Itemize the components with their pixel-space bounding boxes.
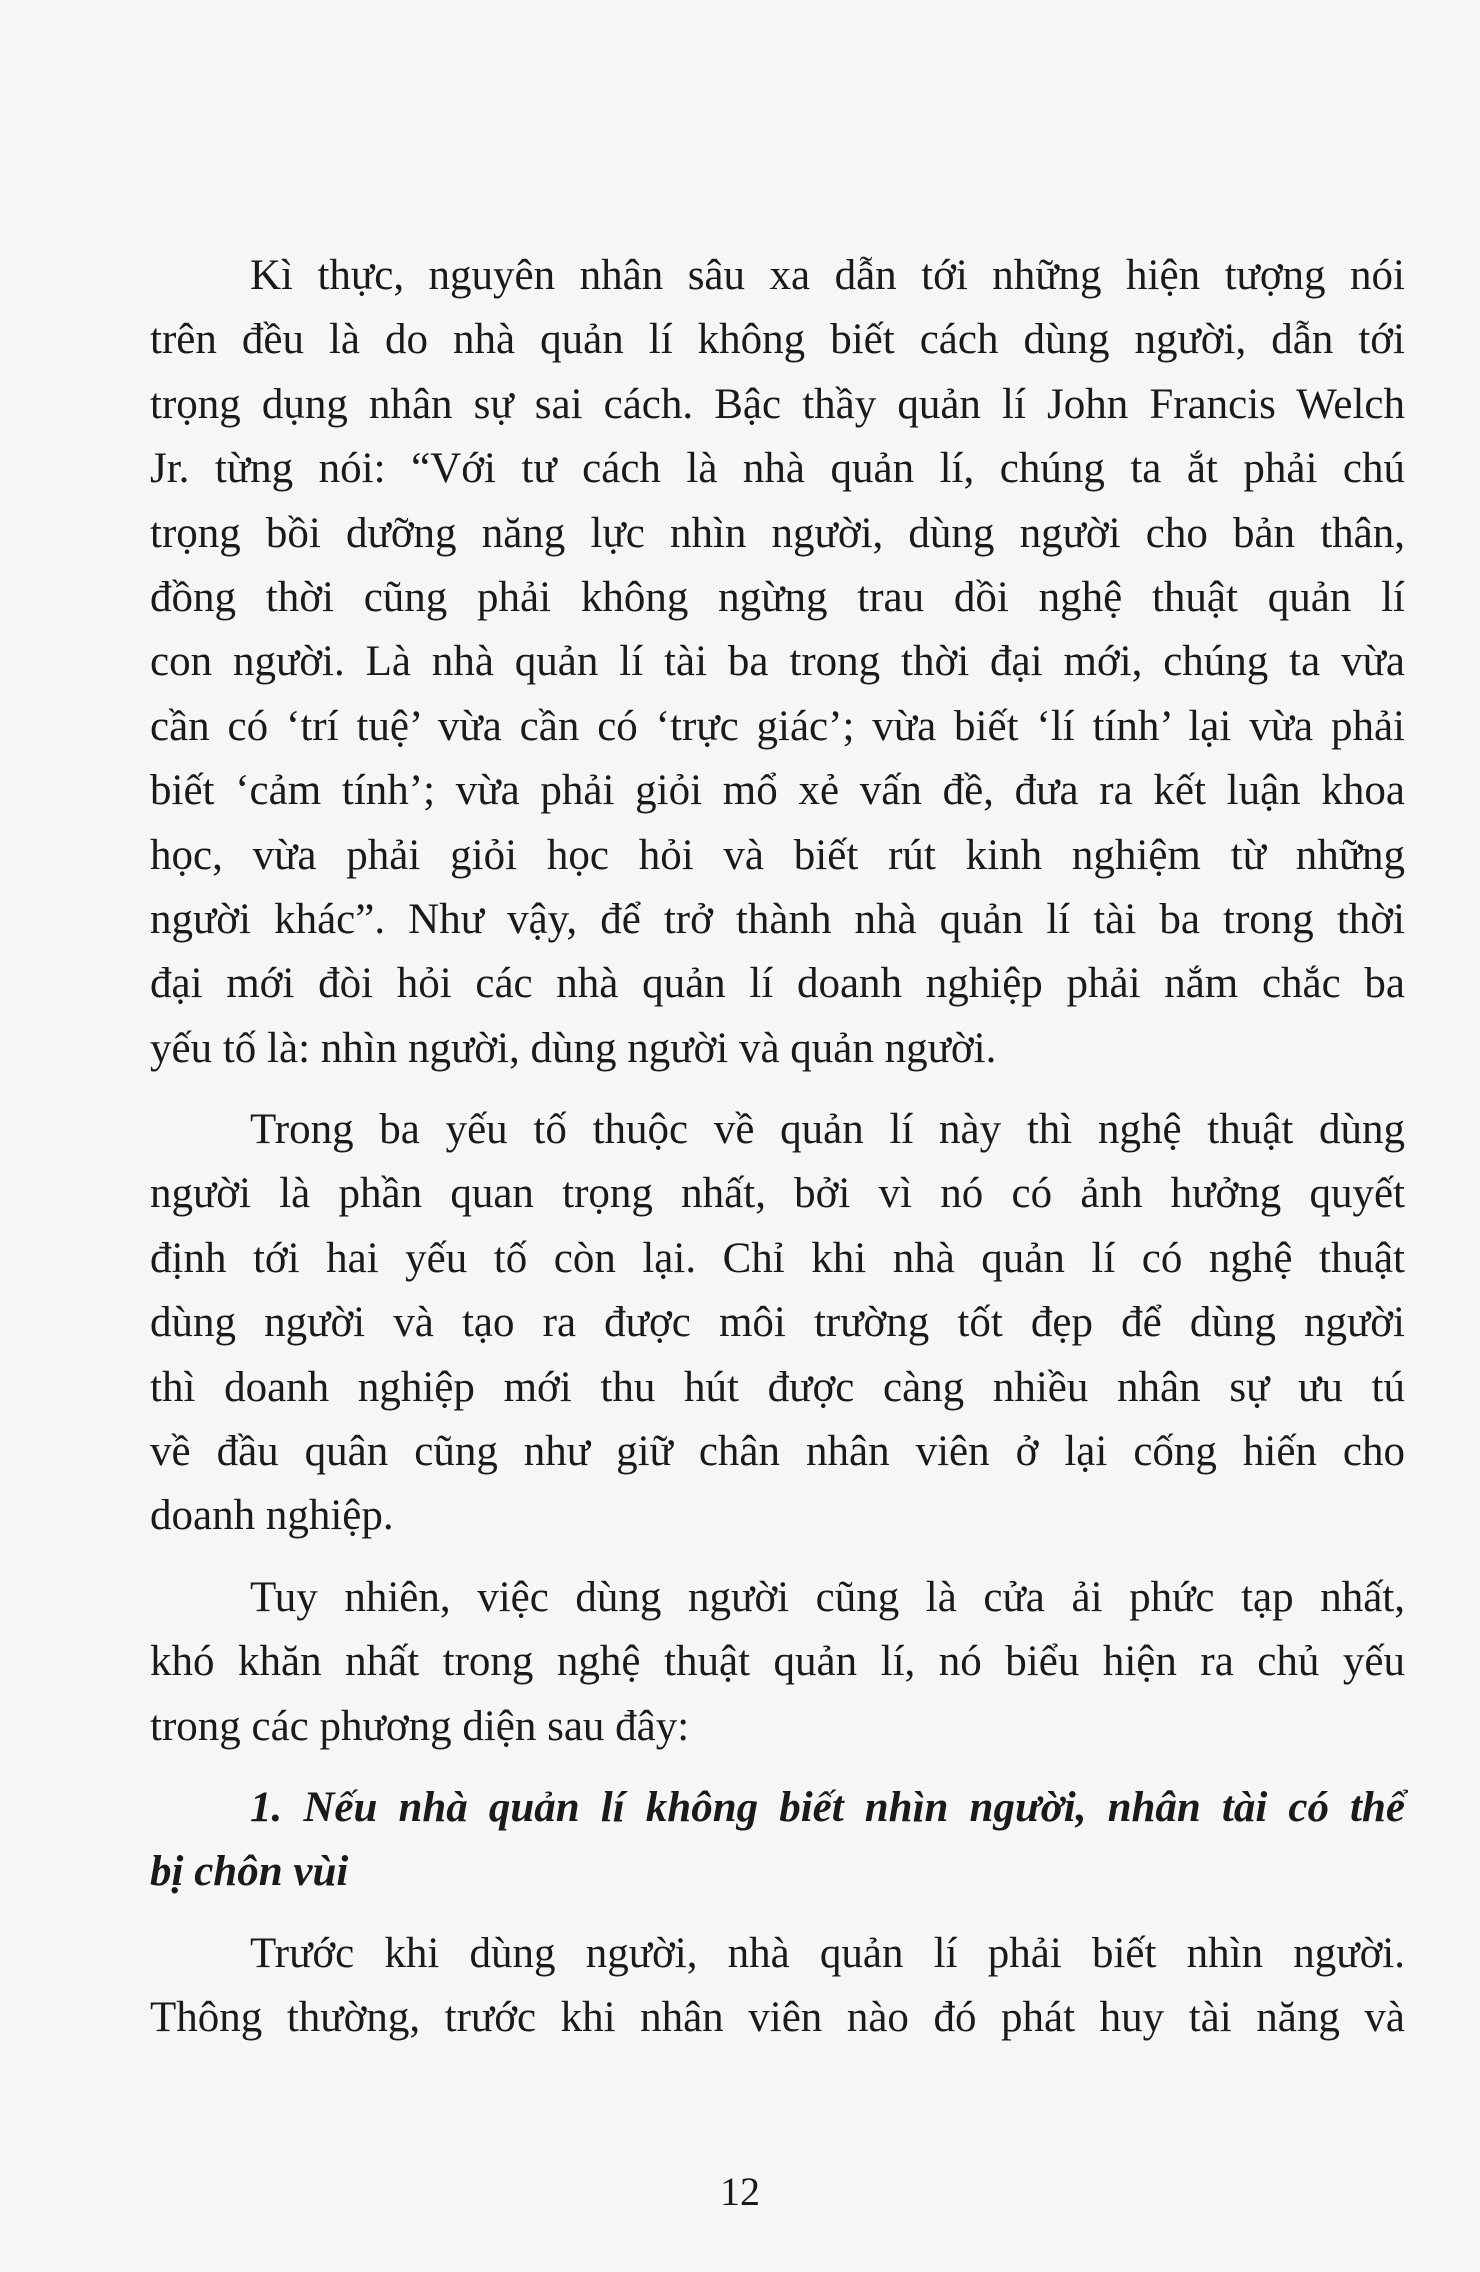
text-line: cần có ‘trí tuệ’ vừa cần có ‘trực giác’; vừa biết ‘lí tính’ lại vừa phải (150, 702, 1405, 750)
heading-line: bị chôn vùi (150, 1848, 349, 1896)
text-line: khó khăn nhất trong nghệ thuật quản lí, nó biểu hiện ra chủ yếu (150, 1638, 1405, 1686)
text-line: biết ‘cảm tính’; vừa phải giỏi mổ xẻ vấn đề, đưa ra kết luận khoa (150, 767, 1405, 815)
text-line: dùng người và tạo ra được môi trường tốt đẹp để dùng người (150, 1299, 1405, 1347)
text-line: Tuy nhiên, việc dùng người cũng là cửa ải phức tạp nhất, (250, 1573, 1405, 1621)
section-heading (150, 1776, 1405, 1905)
text-line: con người. Là nhà quản lí tài ba trong thời đại mới, chúng ta vừa (150, 638, 1405, 686)
text-line: doanh nghiệp. (150, 1492, 394, 1540)
text-line: trên đều là do nhà quản lí không biết cách dùng người, dẫn tới (150, 316, 1405, 364)
paragraph-2 (150, 1098, 1405, 1549)
text-line: định tới hai yếu tố còn lại. Chỉ khi nhà quản lí có nghệ thuật (150, 1234, 1405, 1282)
text-line: đồng thời cũng phải không ngừng trau dồi nghệ thuật quản lí (150, 573, 1405, 621)
page-number: 12 (720, 2169, 760, 2214)
paragraph-3 (150, 1566, 1405, 1759)
text-line: đại mới đòi hỏi các nhà quản lí doanh nghiệp phải nắm chắc ba (150, 960, 1405, 1008)
heading-line: 1. Nếu nhà quản lí không biết nhìn người, nhân tài có thể (250, 1783, 1405, 1831)
text-line: Trong ba yếu tố thuộc về quản lí này thì nghệ thuật dùng (250, 1106, 1405, 1154)
paragraph-1 (150, 244, 1405, 1081)
text-line: người khác”. Như vậy, để trở thành nhà quản lí tài ba trong thời (150, 895, 1405, 943)
text-line: thì doanh nghiệp mới thu hút được càng nhiều nhân sự ưu tú (150, 1363, 1405, 1411)
text-line: học, vừa phải giỏi học hỏi và biết rút kinh nghiệm từ những (150, 831, 1405, 879)
text-line: Trước khi dùng người, nhà quản lí phải biết nhìn người. (250, 1929, 1405, 1977)
text-line: trọng dụng nhân sự sai cách. Bậc thầy quản lí John Francis Welch (150, 380, 1405, 428)
text-line: trọng bồi dưỡng năng lực nhìn người, dùng người cho bản thân, (150, 509, 1405, 557)
text-line: Kì thực, nguyên nhân sâu xa dẫn tới những hiện tượng nói (250, 252, 1405, 299)
text-line: Thông thường, trước khi nhân viên nào đó phát huy tài năng và (150, 1994, 1405, 2042)
body-text (150, 244, 1405, 2051)
text-line: trong các phương diện sau đây: (150, 1702, 690, 1750)
paragraph-4 (150, 1922, 1405, 2051)
text-line: yếu tố là: nhìn người, dùng người và quản người. (150, 1024, 997, 1072)
text-line: người là phần quan trọng nhất, bởi vì nó có ảnh hưởng quyết (150, 1170, 1405, 1218)
text-line: về đầu quân cũng như giữ chân nhân viên ở lại cống hiến cho (150, 1428, 1405, 1476)
text-line: Jr. từng nói: “Với tư cách là nhà quản lí, chúng ta ắt phải chú (150, 445, 1405, 493)
